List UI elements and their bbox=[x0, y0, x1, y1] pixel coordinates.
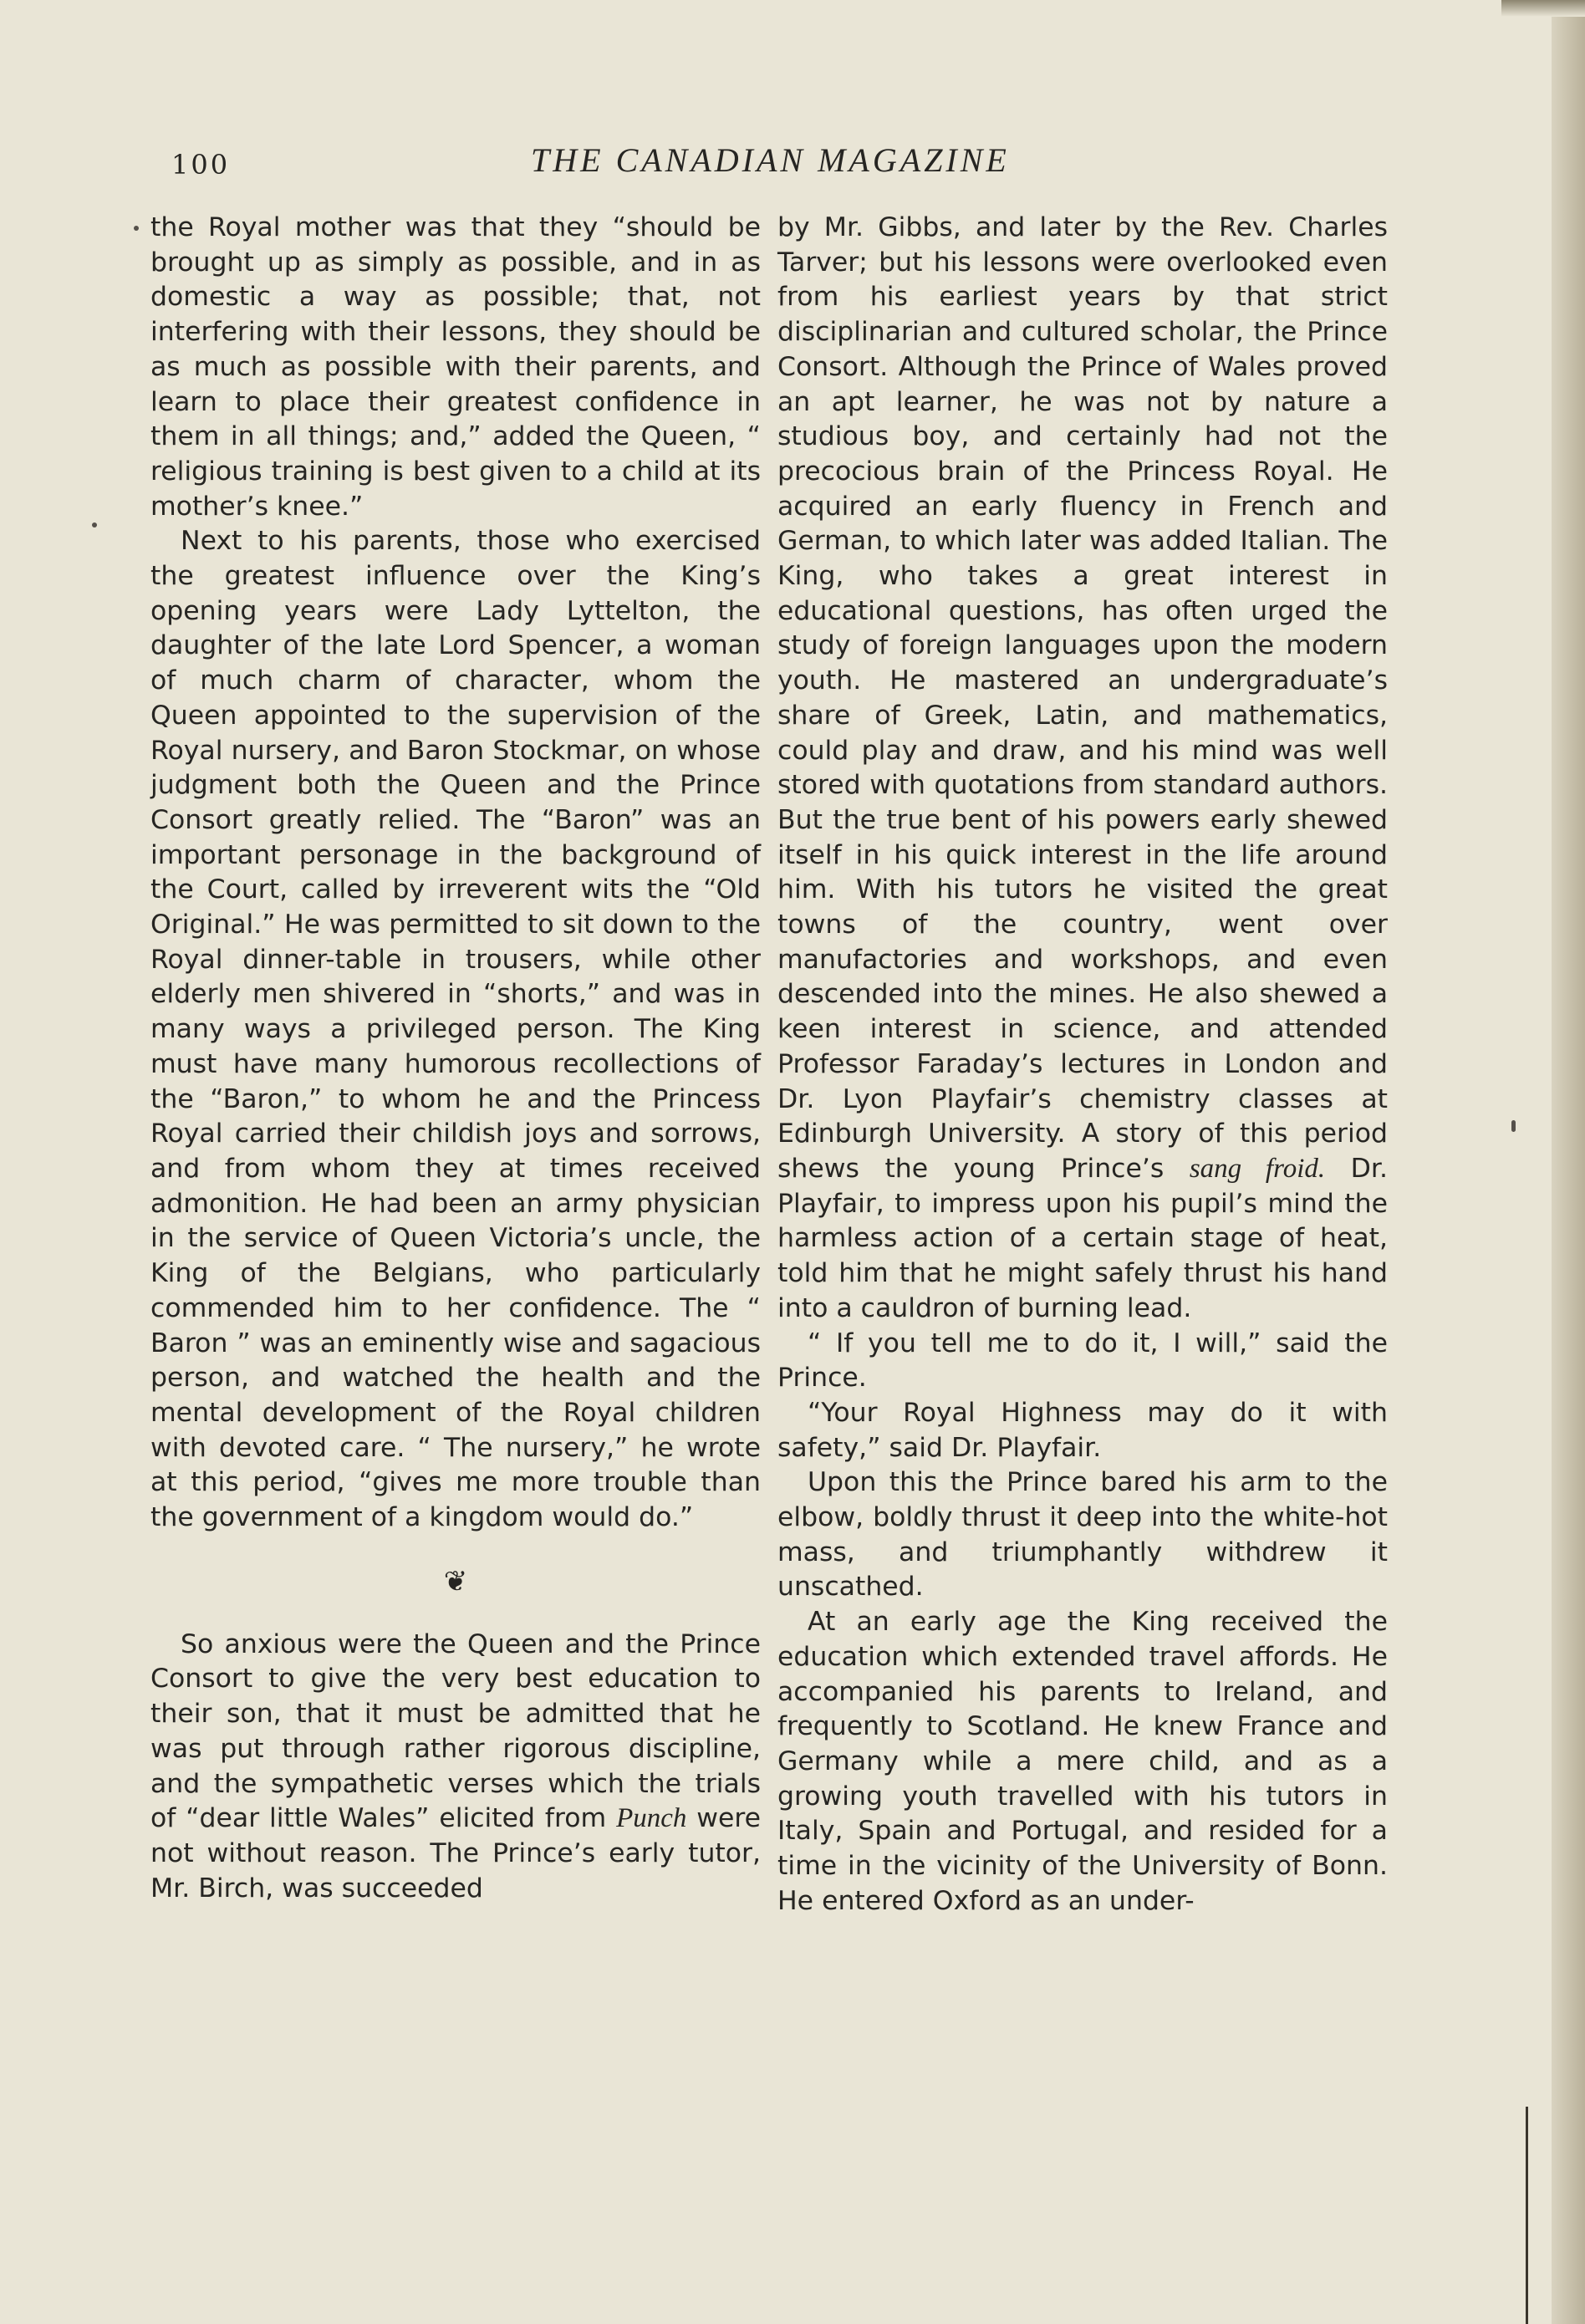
paragraph: At an early age the King received the education which extended travel affords. He accompanied his parents to Ireland, and frequently to Scotland. He knew France and Germany while a mere child, and as a growing youth travelled with his tutors in Italy, Spain and Portugal, and resided for a time in the vicinity of the University of Bonn. He entered Oxford as an under- bbox=[777, 1607, 1388, 1916]
running-head bbox=[171, 140, 1409, 191]
left-column bbox=[150, 211, 761, 1906]
print-speck bbox=[134, 226, 139, 231]
paragraph-text: were not without reason. The Prince’s early tutor, Mr. Birch, was succeeded bbox=[150, 1803, 762, 1904]
paragraph: Upon this the Prince bared his arm to the elbow, boldly thrust it deep into the white-hot mass, and triumphantly withdrew it unscathed. bbox=[777, 1467, 1388, 1603]
paragraph-text: Dr. Playfair, to impress upon his pupil’s mind the harmless action of a certain stage of heat, told him that he might safely thrust his hand into a cauldron of burning lead. bbox=[777, 1153, 1388, 1323]
paragraph: the Royal mother was that they “should be brought up as simply as possible, and in as domestic a way as possible; that, not interfering with their lessons, they should be as much as possible with their parents, and learn to place their greatest confidence in them in all things; and,” added the Queen, “ religious training is best given to a child at its mother’s knee.” bbox=[150, 212, 761, 522]
page-edge-shadow bbox=[1552, 0, 1585, 2324]
paragraph: “Your Royal Highness may do it with safety,” said Dr. Playfair. bbox=[777, 1397, 1388, 1463]
italic-title: Punch bbox=[616, 1803, 687, 1834]
paragraph bbox=[777, 211, 1388, 1327]
print-speck bbox=[1511, 1120, 1516, 1132]
paragraph: “ If you tell me to do it, I will,” said the Prince. bbox=[777, 1328, 1388, 1394]
italic-phrase: sang froid. bbox=[1189, 1153, 1326, 1184]
paragraph-text: by Mr. Gibbs, and later by the Rev. Charles Tarver; but his lessons were overlooked even from his earliest years by that strict disciplinarian and cultured scholar, the Prince Consort. Although the Prince of Wales proved an apt learner, he was not by nature a studious boy, and certainly had not the precocious brain of the Princess Royal. He acquired an early fluency in French and German, to which later was added Italian. The King, who takes a great interest in educational questions, has often urged the study of foreign languages upon the modern youth. He mastered an undergraduate’s share of Greek, Latin, and mathematics, could play and draw, and his mind was well stored with quotations from standard authors. But the true bent of his powers early shewed itself in his quick interest in the life around him. With his tutors he visited the great towns of the country, went over manufactories and workshops, and even descended into the mines. He also shewed a keen interest in science, and attended Professor Faraday’s lectures in London and Dr. Lyon Playfair’s chemistry classes at Edinburgh University. A story of this period shews the young bbox=[777, 212, 1388, 1184]
paragraph: Next to his parents, those who exercised the greatest influence over the King’s opening years were Lady Lyttelton, the daughter of the late Lord Spencer, a woman of much charm of character, whom the Queen appointed to the supervision of the Royal nursery, and Baron Stockmar, on whose judgment both the Queen and the Prince Consort greatly relied. The “Baron” was an important personage in the background of the Court, called by irreverent wits the “Old Original.” He was permitted to sit down to the Royal dinner-table in trousers, while other elderly men shivered in “shorts,” and was in many ways a privileged person. The King must have many humorous recollections of the “Baron,” to whom he and the Princess Royal carried their childish joys and sorrows, and from whom they at times received admonition. He had been an army physician in the service of Queen Victoria’s uncle, the King of the Belgians, who particularly commended him to her confidence. The “ Baron ” was an eminently wise and sagacious person, and watched the health and the mental development of the Royal children with devoted care. “ The nursery,” he wrote at this period, “gives me more trouble than the government of a kingdom would do.” bbox=[150, 526, 761, 1533]
paragraph-text: Prince’s bbox=[1061, 1153, 1165, 1184]
paragraph bbox=[150, 1628, 761, 1907]
page-corner-shadow bbox=[1501, 0, 1585, 17]
binding-line bbox=[1526, 2107, 1528, 2324]
paragraph-text: So anxious were the Queen and the Prince Consort to give the very best education to their son, that it must be admitted that he was put through rather rigorous discipline, and the sympathetic verses which the trials of “dear little Wales” elicited from bbox=[150, 1628, 761, 1834]
right-column bbox=[777, 211, 1388, 1919]
page-number: 100 bbox=[171, 149, 231, 181]
print-speck bbox=[92, 522, 97, 527]
magazine-title: THE CANADIAN MAGAZINE bbox=[531, 141, 1010, 179]
section-ornament: ❦ bbox=[443, 1564, 468, 1598]
